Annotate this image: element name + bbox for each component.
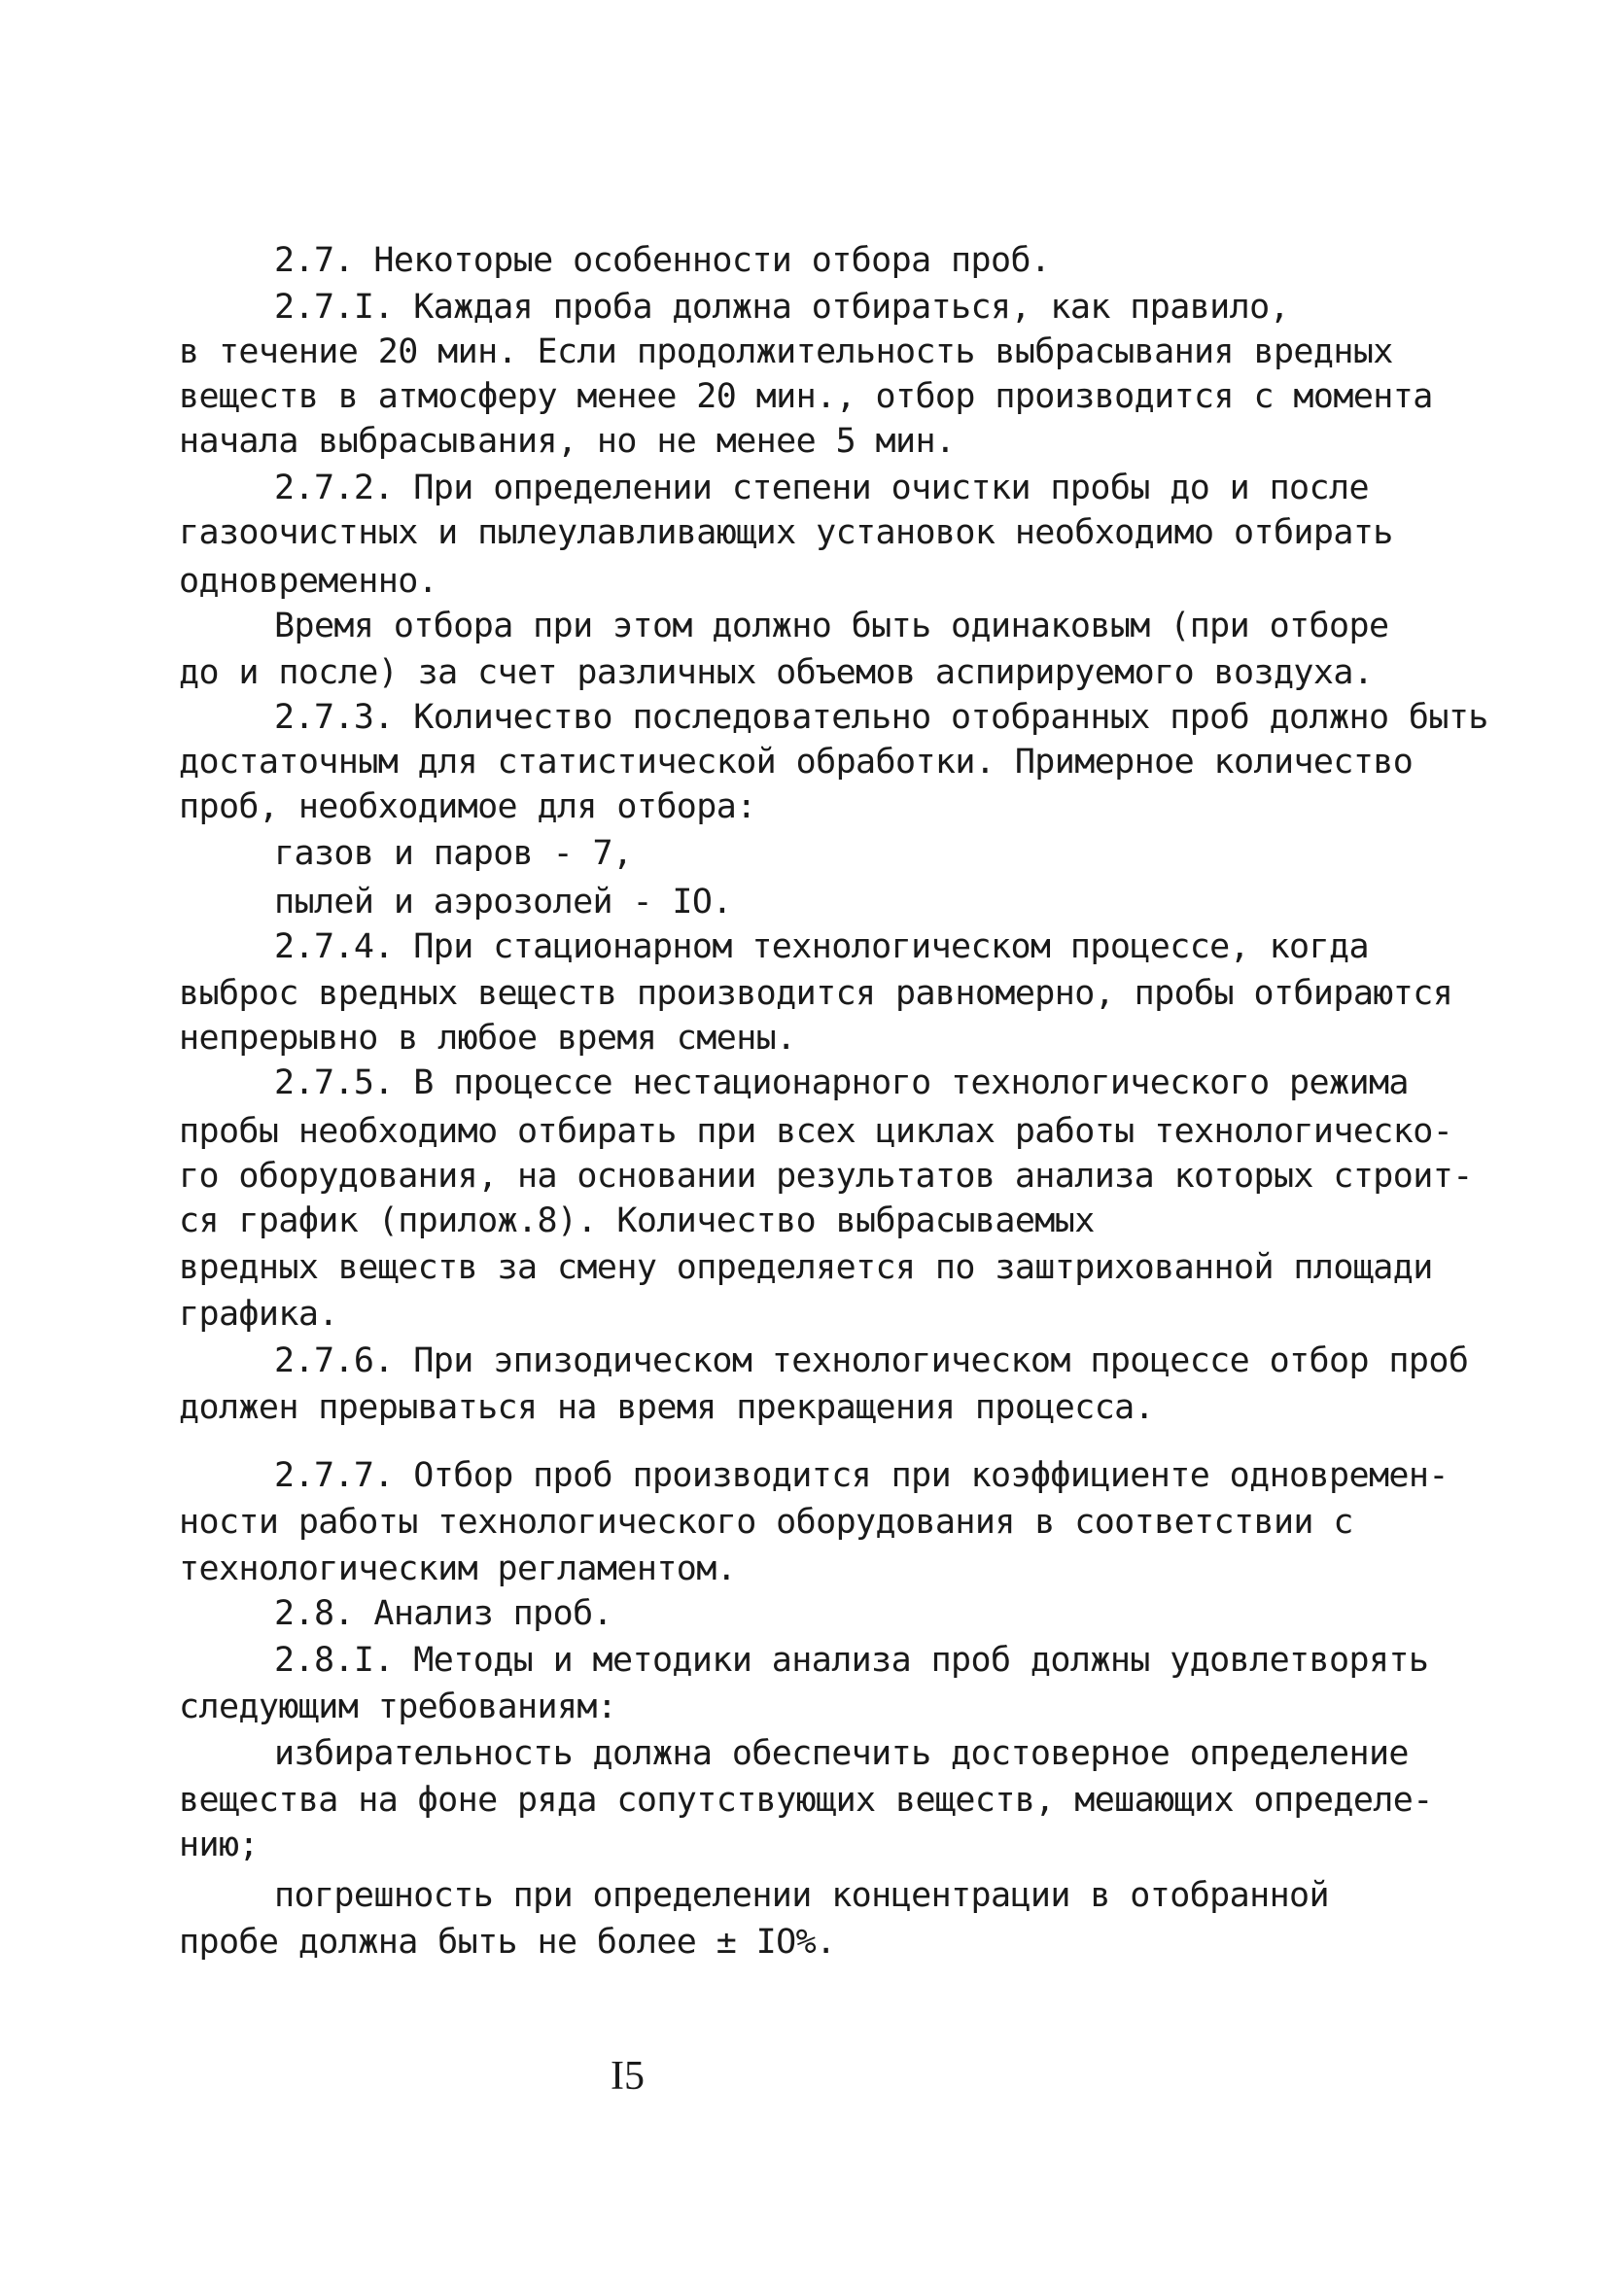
list-item: пылей и аэрозолей - IO. xyxy=(274,883,732,922)
paragraph-line: технологическим регламентом. xyxy=(179,1549,737,1588)
paragraph-line: непрерывно в любое время смены. xyxy=(179,1019,796,1058)
paragraph-line: 2.7.4. При стационарном технологическом процессе, когда xyxy=(274,927,1369,966)
paragraph-line: ности работы технологического оборудования в соответствии с xyxy=(179,1503,1353,1542)
section-heading-2-7: 2.7. Некоторые особенности отбора проб. xyxy=(274,241,1051,280)
paragraph-line: погрешность при определении концентрации в отобранной xyxy=(274,1876,1330,1915)
paragraph-line: пробы необходимо отбирать при всех циклах работы технологическо- xyxy=(179,1112,1453,1151)
paragraph-line: в течение 20 мин. Если продолжительность выбрасывания вредных xyxy=(179,332,1393,371)
paragraph-line: 2.7.6. При эпизодическом технологическом процессе отбор проб xyxy=(274,1341,1469,1380)
paragraph-line: Время отбора при этом должно быть одинаковым (при отборе xyxy=(274,607,1389,645)
paragraph-line: начала выбрасывания, но не менее 5 мин. xyxy=(179,422,956,461)
paragraph-line: 2.7.7. Отбор проб производится при коэффициенте одновремен- xyxy=(274,1456,1449,1495)
paragraph-line: должен прерываться на время прекращения процесса. xyxy=(179,1388,1155,1427)
paragraph-line: вредных веществ за смену определяется по заштрихованной площади xyxy=(179,1248,1433,1287)
paragraph-line: проб, необходимое для отбора: xyxy=(179,787,756,826)
paragraph-line: 2.7.I. Каждая проба должна отбираться, как правило, xyxy=(274,288,1290,327)
page-number: I5 xyxy=(611,2054,645,2099)
list-item: газов и паров - 7, xyxy=(274,834,633,873)
paragraph-line: избирательность должна обеспечить достоверное определение xyxy=(274,1734,1409,1773)
paragraph-line: следующим требованиям: xyxy=(179,1687,617,1726)
paragraph-line: 2.7.2. При определении степени очистки пробы до и после xyxy=(274,469,1369,507)
paragraph-line: ся график (прилож.8). Количество выбрасываемых xyxy=(179,1201,1095,1240)
paragraph-line: до и после) за счет различных объемов аспирируемого воздуха. xyxy=(179,653,1374,692)
section-heading-2-8: 2.8. Анализ проб. xyxy=(274,1594,613,1633)
paragraph-line: 2.7.5. В процессе нестационарного технологического режима xyxy=(274,1063,1409,1102)
paragraph-line: достаточным для статистической обработки. Примерное количество xyxy=(179,743,1414,782)
paragraph-line: 2.8.I. Методы и методики анализа проб должны удовлетворять xyxy=(274,1641,1429,1680)
paragraph-line: пробе должна быть не более ± IO%. xyxy=(179,1923,836,1962)
paragraph-line: газоочистных и пылеулавливающих установок необходимо отбирать xyxy=(179,513,1393,552)
paragraph-line: нию; xyxy=(179,1826,259,1864)
paragraph-line: 2.7.3. Количество последовательно отобранных проб должно быть xyxy=(274,698,1488,737)
paragraph-line: веществ в атмосферу менее 20 мин., отбор производится с момента xyxy=(179,377,1433,416)
paragraph-line: одновременно. xyxy=(179,562,438,601)
paragraph-line: вещества на фоне ряда сопутствующих веществ, мешающих определе- xyxy=(179,1781,1433,1820)
paragraph-line: го оборудования, на основании результатов анализа которых строит- xyxy=(179,1157,1473,1196)
paragraph-line: выброс вредных веществ производится равномерно, пробы отбираются xyxy=(179,974,1453,1013)
paragraph-line: графика. xyxy=(179,1295,338,1334)
